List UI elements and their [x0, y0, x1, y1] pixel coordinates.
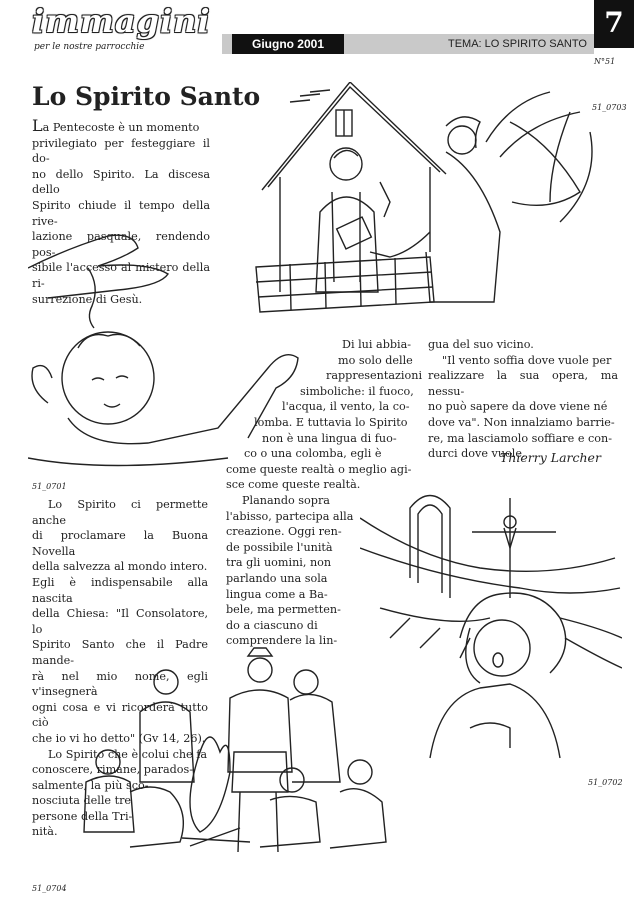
col3-line: durci dove vuole.: [428, 447, 526, 461]
col1-line: della Chiesa: "Il Consolatore, lo: [32, 607, 208, 636]
author: Thierry Larcher: [500, 450, 601, 465]
caption-0701: 51_0701: [32, 482, 67, 491]
col1-line: che io vi ho detto" (Gv 14, 26).: [32, 731, 206, 745]
col1-line: Spirito Santo che il Padre mande-: [32, 638, 208, 667]
col2-line: lomba. E tuttavia lo Spirito: [254, 415, 408, 429]
col2-line: rappresentazioni: [326, 369, 423, 383]
masthead-logo: immagini: [32, 2, 211, 40]
intro-line: sibile l'accesso al mistero della ri-: [32, 261, 210, 290]
drop-initial: L: [32, 116, 43, 135]
col2-line: Di lui abbia-: [342, 338, 412, 351]
caption-0703: 51_0703: [592, 103, 627, 112]
col2-line: l'abisso, partecipa alla: [226, 509, 354, 523]
masthead-subtitle: per le nostre parrocchie: [34, 42, 145, 52]
column-3-text: [428, 337, 618, 462]
issue-date: Giugno 2001: [232, 34, 344, 54]
intro-line: a Pentecoste è un momento: [42, 121, 200, 134]
col2-line: mo solo delle: [338, 353, 413, 367]
col1-line: Egli è indispensabile alla nascita: [32, 575, 208, 605]
col2-line: Planando sopra: [242, 493, 330, 507]
col1-line: ogni cosa e vi ricorderà tutto ciò: [32, 700, 208, 730]
col2-line: come queste realtà o meglio agi-: [226, 462, 412, 476]
intro-line: Spirito chiude il tempo della rive-: [32, 198, 210, 228]
intro-line: no dello Spirito. La discesa dello: [32, 167, 210, 197]
col1-line: Lo Spirito ci permette anche: [32, 498, 208, 527]
col3-line: "Il vento soffia dove vuole per: [442, 353, 612, 367]
caption-0704: 51_0704: [32, 884, 67, 893]
col2-line: de possibile l'unità: [226, 540, 333, 554]
col3-line: no può sapere da dove viene né: [428, 400, 608, 414]
col1-line: nosciuta delle tre: [32, 794, 132, 808]
col2-line: tra gli uomini, non: [226, 556, 332, 570]
issue-number: N°51: [594, 57, 616, 66]
col1-line: della salvezza al mondo intero.: [32, 560, 208, 574]
col2-line: non è una lingua di fuo-: [262, 431, 397, 445]
col1-line: persone della Tri-: [32, 809, 133, 823]
caption-0702: 51_0702: [588, 778, 623, 787]
theme-label: TEMA: LO SPIRITO SANTO: [448, 38, 587, 50]
article-title: Lo Spirito Santo: [32, 82, 261, 111]
col3-line: dove va". Non innalziamo barrie-: [428, 415, 615, 429]
intro-line: lazione pasquale, rendendo pos-: [32, 230, 210, 259]
col1-line: salmente, la più sco-: [32, 778, 149, 792]
col3-line: realizzare la sua opera, ma nessu-: [428, 369, 618, 398]
col1-line: conoscere, rimane, parados-: [32, 763, 194, 777]
page-number: 7: [594, 0, 634, 48]
col2-line: do a ciascuno di: [226, 618, 318, 632]
col1-line: rà nel mio nome, egli v'insegnerà: [32, 669, 208, 699]
col2-line: sce come queste realtà.: [226, 478, 361, 492]
illustration-campfire-group: [70, 642, 400, 862]
col2-line: co o una colomba, egli è: [244, 447, 382, 461]
col2-line: parlando una sola: [226, 571, 328, 585]
intro-line: privilegiato per festeggiare il do-: [32, 136, 210, 166]
col1-line: nità.: [32, 825, 58, 839]
col1-line: di proclamare la Buona Novella: [32, 529, 208, 558]
col3-line: re, ma lasciamolo soffiare e con-: [428, 431, 612, 445]
col2-line: simboliche: il fuoco,: [300, 384, 414, 398]
col2-line: l'acqua, il vento, la co-: [282, 400, 410, 414]
col1-line: Lo Spirito che è colui che fa: [48, 747, 208, 761]
intro-line: surrezione di Gesù.: [32, 292, 143, 306]
col2-line: creazione. Oggi ren-: [226, 525, 342, 539]
col2-line: comprendere la lin-: [226, 634, 338, 648]
col2-line: bele, ma permetten-: [226, 603, 341, 617]
col2-line: lingua come a Ba-: [226, 587, 328, 601]
col3-line: gua del suo vicino.: [428, 338, 534, 351]
